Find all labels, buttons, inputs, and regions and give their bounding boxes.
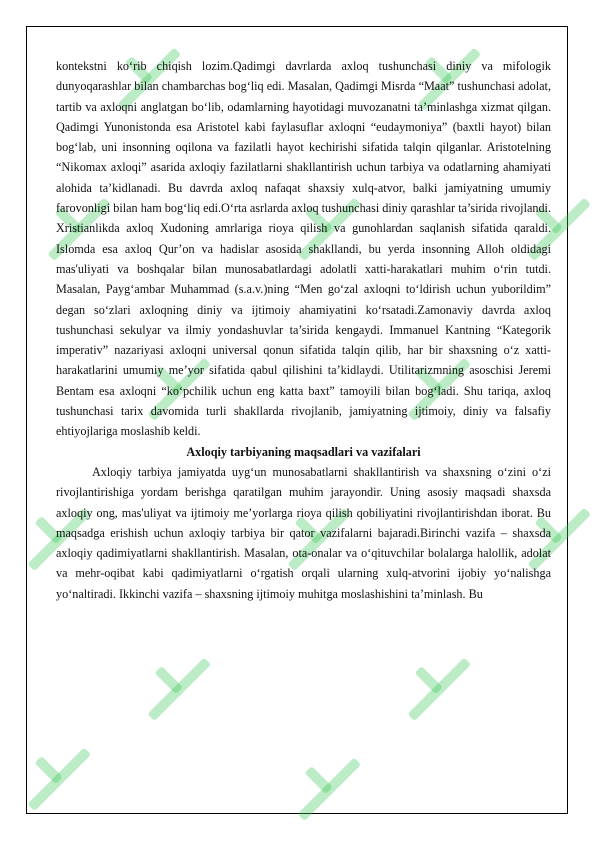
section-heading: Axloqiy tarbiyaning maqsadlari va vazifalari <box>186 444 421 459</box>
body-paragraph-2: Axloqiy tarbiya jamiyatda uyg‘un munosabatlarni shakllantirish va shaxsning o‘zini o‘zi rivojlantirishiga yordam berishga qaratilgan muhim jarayondir. Uning asosiy maqsadi shaxsda axloqiy ong, mas'uliyat va ijtimoiy me’yorlarga rioya qilish qobiliyatini rivojlantirishdan iborat. Bu maqsadga erishish uchun axloqiy tarbiya bir qator vazifalarni bajaradi.Birinchi vazifa – shaxsda axloqiy qadimiyatlarni shakllantirish. Masalan, ota-onalar va o‘qituvchilar bolalarga halollik, adolat va mehr-oqibat kabi qadimiyatlarni o‘rgatish orqali ularning xulq-atvorini ijobiy yo‘nalishga yo‘naltiradi. Ikkinchi vazifa – shaxsning ijtimoiy muhitga moslashishini ta’minlash. Bu <box>56 464 551 601</box>
body-paragraph-1: kontekstni ko‘rib chiqish lozim.Qadimgi davrlarda axloq tushunchasi diniy va mifologik dunyoqarashlar bilan chambarchas bog‘liq edi. Masalan, Qadimgi Misrda “Maat” tushunchasi adolat, tartib va axloqni anglatgan bo‘lib, odamlarning hayotidagi muvozanatni ta’minlashga xizmat qilgan. Qadimgi Yunonistonda esa Aristotel kabi faylasuflar axloqni “eudaymoniya” (baxtli hayot) bilan bog‘lab, uni insonning oqilona va fazilatli hayot kechirishi sifatida talqin qilganlar. Aristotelning “Nikomax axloqi” asarida axloqiy fazilatlarni shakllantirish uchun tarbiya va odatlarning ahamiyati alohida ta’kidlanadi. Bu davrda axloq nafaqat shaxsiy xulq-atvor, balki jamiyatning umumiy farovonligi bilan ham bog‘liq edi.O‘rta asrlarda axloq tushunchasi diniy qarashlar ta’sirida rivojlandi. Xristianlikda axloq Xudoning amrlariga rioya qilish va gunohlardan saqlanish sifatida qaraldi. Islomda esa axloq Qur’on va hadislar asosida shakllandi, bu yerda insonning Alloh oldidagi mas'uliyati va boshqalar bilan munosabatlardagi adolatli xatti-harakatlari muhim o‘rin tutdi. Masalan, Payg‘ambar Muhammad (s.a.v.)ning “Men go‘zal axloqni to‘ldirish uchun yuborildim” degan so‘zlari axloqning diniy va ijtimoiy ahamiyatini ko‘rsatadi.Zamonaviy davrda axloq tushunchasi sekulyar va ilmiy yondashuvlar ta’sirida kengaydi. Immanuel Kantning “Kategorik imperativ” nazariyasi axloqni universal qonun sifatida talqin qilib, har bir shaxsning o‘z xatti-harakatlarini umumiy me’yor sifatida qabul qilishini ta’kidlaydi. Utilitarizmning asoschisi Jeremi Bentam esa axloqni “ko‘pchilik uchun eng katta baxt” tamoyili bilan bog‘ladi. Shu tariqa, axloq tushunchasi tarix davomida turli shakllarda rivojlanib, jamiyatning ijtimoiy, diniy va falsafiy ehtiyojlariga moslashib keldi. <box>56 59 551 439</box>
document-body <box>56 56 551 604</box>
